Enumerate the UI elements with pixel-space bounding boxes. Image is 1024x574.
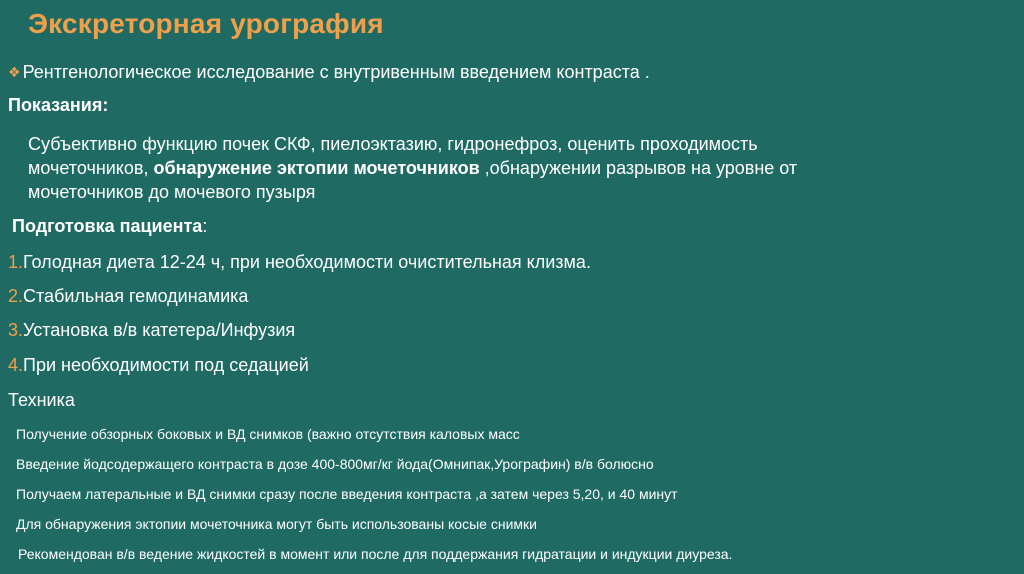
preparation-item	[8, 320, 295, 341]
item-text: Стабильная гемодинамика	[23, 286, 249, 306]
indications-heading: Показания:	[8, 95, 109, 115]
item-number: 2.	[8, 286, 24, 306]
indications-line-2-end: ,обнаружении разрывов на уровне от	[479, 158, 798, 178]
technique-item: Рекомендован в/в ведение жидкостей в момент или после для поддержания гидратации и индукции диуреза.	[18, 546, 733, 562]
preparation-item	[8, 355, 309, 376]
indications-line-2-bold: обнаружение эктопии мочеточников	[153, 158, 480, 178]
preparation-item	[8, 252, 591, 273]
technique-item: Введение йодсодержащего контраста в дозе 400-800мг/кг йода(Омнипак,Урографин) в/в болюсно	[16, 456, 654, 472]
preparation-heading-text: Подготовка пациента	[12, 216, 203, 236]
diamond-bullet-icon: ❖	[8, 64, 21, 80]
technique-item: Получение обзорных боковых и ВД снимков (важно отсутствия каловых масс	[16, 426, 520, 442]
item-text: При необходимости под седацией	[23, 355, 309, 375]
intro-bullet	[8, 62, 650, 83]
preparation-heading	[12, 216, 207, 237]
indications-line-2-start: мочеточников,	[28, 158, 154, 178]
item-text: Установка в/в катетера/Инфузия	[23, 320, 296, 340]
item-number: 4.	[8, 355, 24, 375]
slide-title: Экскреторная урография	[28, 8, 384, 39]
preparation-item	[8, 286, 248, 307]
indications-line-3: мочеточников до мочевого пузыря	[28, 182, 316, 202]
technique-item: Для обнаружения эктопии мочеточника могут быть использованы косые снимки	[16, 516, 537, 532]
indications-line-1: Субъективно функцию почек СКФ, пиелоэктазию, гидронефроз, оценить проходимость	[28, 134, 758, 154]
item-number: 1.	[8, 252, 24, 272]
item-text: Голодная диета 12-24 ч, при необходимости очистительная клизма.	[23, 252, 591, 272]
intro-text: Рентгенологическое исследование с внутривенным введением контраста .	[22, 62, 650, 82]
preparation-heading-colon: :	[202, 216, 208, 236]
item-number: 3.	[8, 320, 24, 340]
indications-line-2	[28, 158, 797, 179]
technique-item: Получаем латеральные и ВД снимки сразу после введения контраста ,а затем через 5,20, и 40 минут	[16, 486, 678, 502]
technique-heading: Техника	[8, 390, 75, 410]
